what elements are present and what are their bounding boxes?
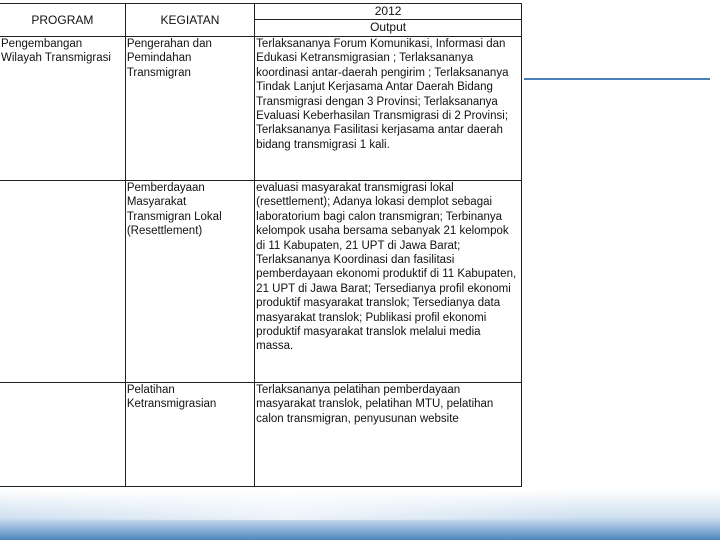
header-year: 2012 bbox=[255, 4, 522, 20]
table-row bbox=[0, 181, 522, 383]
header-accent-line bbox=[524, 78, 710, 80]
slide-footer-shine bbox=[0, 490, 720, 520]
header-output: Output bbox=[255, 20, 522, 37]
cell-program bbox=[0, 181, 125, 383]
program-table bbox=[0, 3, 522, 487]
cell-output: Terlaksananya Forum Komunikasi, Informasi dan Edukasi Ketransmigrasian ; Terlaksananya koordinasi antar-daerah pengirim ; Terlaksananya Tindak Lanjut Kerjasama Antar Daerah Bidang Transmigrasi dengan 3 Provinsi; Terlaksananya Evaluasi Keberhasilan Transmigrasi di 2 Provinsi; Terlaksananya Fasilitasi kerjasama antar daerah bidang transmigrasi 1 kali. bbox=[255, 37, 522, 181]
slide-footer-gradient bbox=[0, 490, 720, 540]
cell-kegiatan: Pemberdayaan Masyarakat Transmigran Lokal (Resettlement) bbox=[125, 181, 254, 383]
table-header-row bbox=[0, 4, 522, 20]
cell-kegiatan: Pengerahan dan Pemindahan Transmigran bbox=[125, 37, 254, 181]
header-program: PROGRAM bbox=[0, 4, 125, 37]
cell-program bbox=[0, 383, 125, 487]
table-row bbox=[0, 37, 522, 181]
cell-kegiatan: Pelatihan Ketransmigrasian bbox=[125, 383, 254, 487]
cell-output: Terlaksananya pelatihan pemberdayaan masyarakat translok, pelatihan MTU, pelatihan calon transmigran, penyusunan website bbox=[255, 383, 522, 487]
cell-program: Pengembangan Wilayah Transmigrasi bbox=[0, 37, 125, 181]
table-row bbox=[0, 383, 522, 487]
header-kegiatan: KEGIATAN bbox=[125, 4, 254, 37]
cell-output: evaluasi masyarakat transmigrasi lokal (resettlement); Adanya lokasi demplot sebagai laboratorium bagi calon transmigran; Terbinanya kelompok usaha bersama sebanyak 21 kelompok di 11 Kabupaten, 21 UPT di Jawa Barat; Terlaksananya Koordinasi dan fasilitasi pemberdayaan ekonomi produktif di 11 Kabupaten, 21 UPT di Jawa Barat; Tersedianya profil ekonomi produktif masyarakat translok; Tersedianya data masyarakat translok; Publikasi profil ekonomi produktif masyarakat translok melalui media massa. bbox=[255, 181, 522, 383]
